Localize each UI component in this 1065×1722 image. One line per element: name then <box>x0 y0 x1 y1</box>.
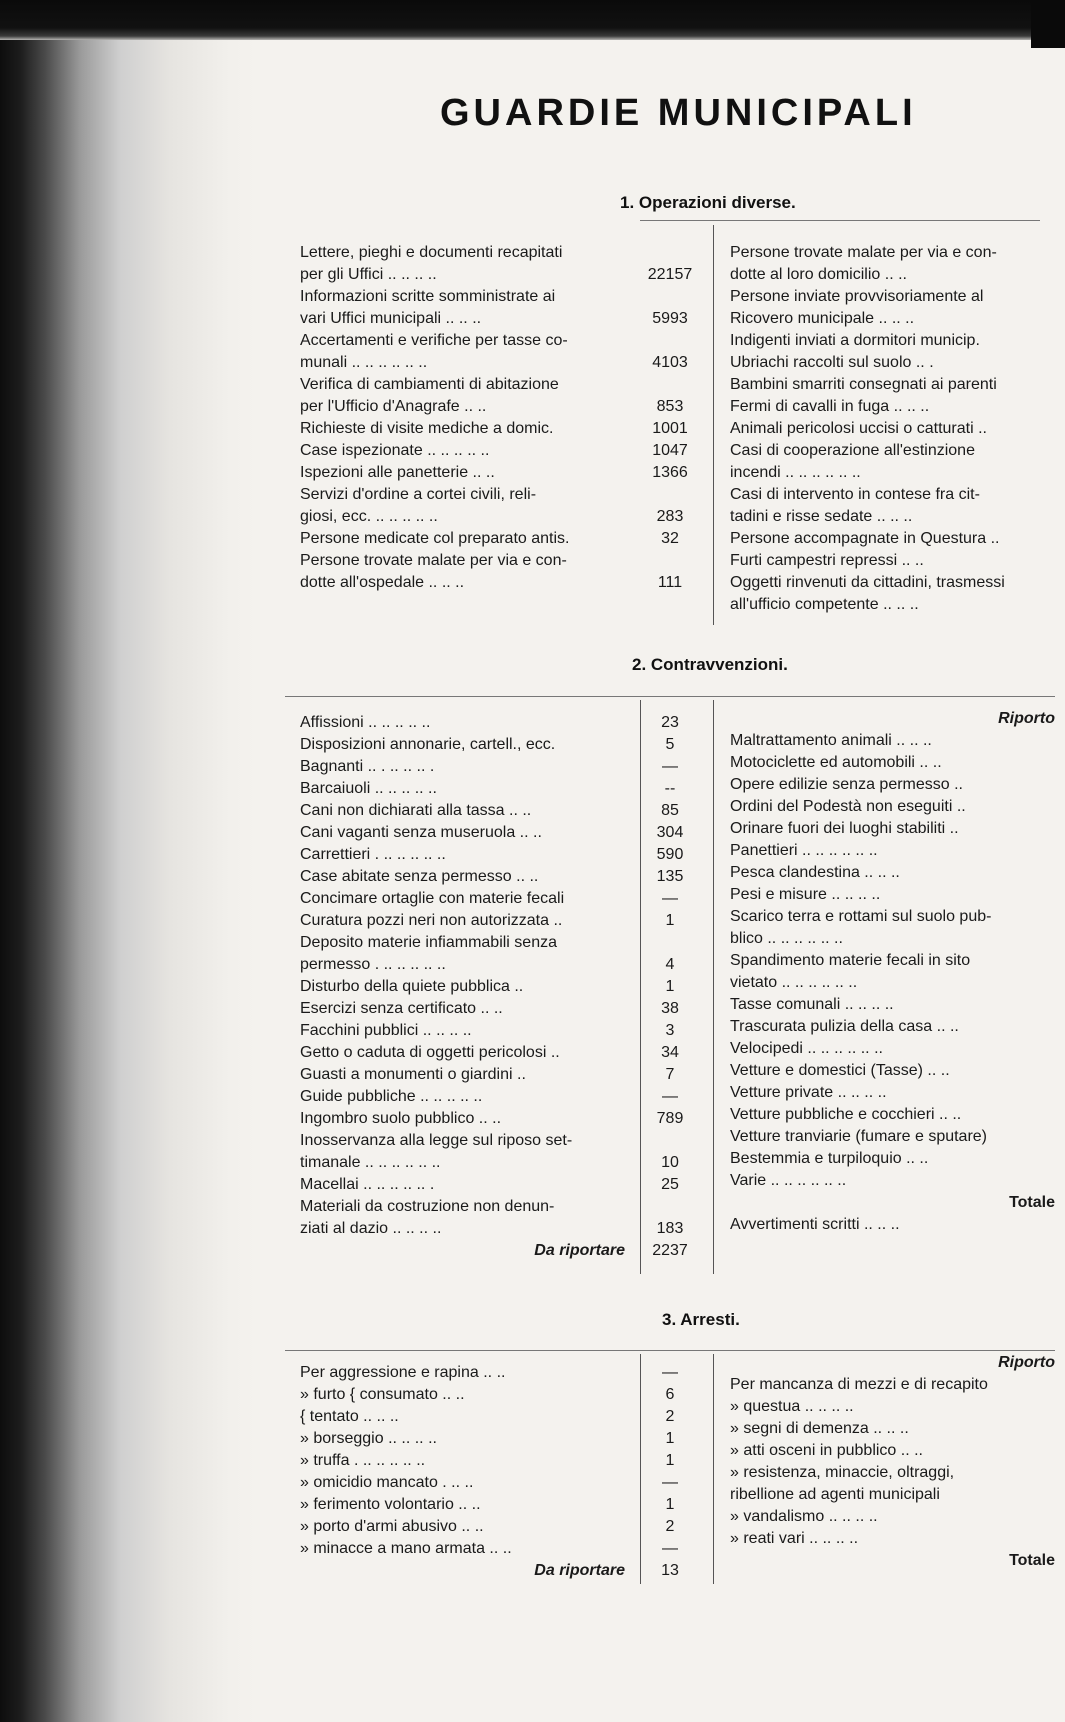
row-value: 789 <box>656 1110 684 1127</box>
section-2-right-column <box>730 708 1055 1236</box>
table-row <box>300 1174 710 1196</box>
item-label: Panettieri .. .. .. .. .. .. <box>730 842 878 859</box>
table-row <box>300 800 710 822</box>
row-label: { tentato .. .. .. <box>300 1408 399 1425</box>
list-item <box>730 506 1055 528</box>
table-row <box>300 1042 710 1064</box>
item-label: Avvertimenti scritti .. .. .. <box>730 1216 900 1233</box>
row-value: 1 <box>665 1452 675 1469</box>
row-label: Da riportare <box>534 1242 625 1259</box>
item-label: tadini e risse sedate .. .. .. <box>730 508 913 525</box>
table-row <box>300 572 710 594</box>
row-label: Affissioni .. .. .. .. .. <box>300 714 431 731</box>
table-row <box>300 1020 710 1042</box>
section-1-title: 1. Operazioni diverse. <box>620 193 796 212</box>
row-value: 1 <box>665 912 675 929</box>
page-title: GUARDIE MUNICIPALI <box>440 92 917 134</box>
item-label: » atti osceni in pubblico .. .. <box>730 1442 923 1459</box>
row-label: » furto { consumato .. .. <box>300 1386 465 1403</box>
row-value: — <box>662 890 678 907</box>
row-label: Case abitate senza permesso .. .. <box>300 868 539 885</box>
row-value: -- <box>664 780 676 797</box>
row-value: 2237 <box>652 1242 688 1259</box>
list-item <box>730 774 1055 796</box>
table-row <box>300 866 710 888</box>
row-value: 1001 <box>652 420 688 437</box>
list-item <box>730 396 1055 418</box>
item-label: dotte al loro domicilio .. .. <box>730 266 907 283</box>
table-row <box>300 1406 710 1428</box>
row-value: 2 <box>665 1518 675 1535</box>
list-item <box>730 594 1055 616</box>
row-label: Deposito materie infiammabili senza <box>300 934 557 951</box>
table-row <box>300 308 710 330</box>
item-label: Vetture private .. .. .. .. <box>730 1084 887 1101</box>
list-item <box>730 840 1055 862</box>
divider <box>713 1354 714 1584</box>
row-label: Concimare ortaglie con materie fecali <box>300 890 565 907</box>
list-item <box>730 1440 1055 1462</box>
row-value: 7 <box>665 1066 675 1083</box>
row-label: » borseggio .. .. .. .. <box>300 1430 437 1447</box>
list-item <box>730 1484 1055 1506</box>
row-label: Macellai .. .. .. .. .. . <box>300 1176 435 1193</box>
table-row <box>300 1384 710 1406</box>
item-label: Vetture e domestici (Tasse) .. .. <box>730 1062 950 1079</box>
list-item <box>730 994 1055 1016</box>
row-value: 853 <box>656 398 684 415</box>
item-label: Trascurata pulizia della casa .. .. <box>730 1018 959 1035</box>
item-label: Casi di cooperazione all'estinzione <box>730 442 975 459</box>
list-item <box>730 1462 1055 1484</box>
item-label: Vetture pubbliche e cocchieri .. .. <box>730 1106 962 1123</box>
row-value: 304 <box>656 824 684 841</box>
row-value: 4103 <box>652 354 688 371</box>
list-item <box>730 440 1055 462</box>
item-label: Opere edilizie senza permesso .. <box>730 776 963 793</box>
row-label: Ingombro suolo pubblico .. .. <box>300 1110 502 1127</box>
item-label: Per mancanza di mezzi e di recapito <box>730 1376 988 1393</box>
item-label: Oggetti rinvenuti da cittadini, trasmessi <box>730 574 1005 591</box>
table-row <box>300 242 710 264</box>
list-item <box>730 286 1055 308</box>
row-value: — <box>662 1540 678 1557</box>
item-label: Varie .. .. .. .. .. .. <box>730 1172 847 1189</box>
row-label: Cani non dichiarati alla tassa .. .. <box>300 802 532 819</box>
list-item <box>730 550 1055 572</box>
list-item <box>730 1192 1055 1214</box>
row-label: munali .. .. .. .. .. .. <box>300 354 428 371</box>
row-label: Accertamenti e verifiche per tasse co- <box>300 332 568 349</box>
table-row <box>300 1516 710 1538</box>
row-label: Informazioni scritte somministrate ai <box>300 288 556 305</box>
list-item <box>730 950 1055 972</box>
item-label: Animali pericolosi uccisi o catturati .. <box>730 420 987 437</box>
section-1-left-column <box>300 242 710 594</box>
riporto-label: Riporto <box>998 710 1055 727</box>
riporto-header <box>730 708 1055 730</box>
list-item <box>730 1060 1055 1082</box>
item-label: Tasse comunali .. .. .. .. <box>730 996 894 1013</box>
item-label: incendi .. .. .. .. .. .. <box>730 464 861 481</box>
list-item <box>730 730 1055 752</box>
list-item <box>730 1082 1055 1104</box>
row-value: 1366 <box>652 464 688 481</box>
list-item <box>730 1126 1055 1148</box>
table-row <box>300 976 710 998</box>
row-label: per gli Uffici .. .. .. .. <box>300 266 437 283</box>
row-value: 111 <box>657 574 683 591</box>
table-row <box>300 264 710 286</box>
list-item <box>730 752 1055 774</box>
list-item <box>730 906 1055 928</box>
item-label: Orinare fuori dei luoghi stabiliti .. <box>730 820 959 837</box>
item-label: Bambini smarriti consegnati ai parenti <box>730 376 997 393</box>
item-label: Fermi di cavalli in fuga .. .. .. <box>730 398 930 415</box>
row-value: 283 <box>656 508 684 525</box>
row-label: Disturbo della quiete pubblica .. <box>300 978 524 995</box>
table-row <box>300 734 710 756</box>
row-value: 1047 <box>652 442 688 459</box>
list-item <box>730 374 1055 396</box>
item-label: » reati vari .. .. .. .. <box>730 1530 859 1547</box>
item-label: Casi di intervento in contese fra cit- <box>730 486 980 503</box>
item-label: Persone trovate malate per via e con- <box>730 244 997 261</box>
riporto-header <box>730 1352 1055 1374</box>
item-label: Persone accompagnate in Questura .. <box>730 530 1000 547</box>
row-value: 5 <box>665 736 675 753</box>
row-value: 13 <box>661 1562 679 1579</box>
list-item <box>730 1528 1055 1550</box>
list-item <box>730 1148 1055 1170</box>
row-label: ziati al dazio .. .. .. .. <box>300 1220 442 1237</box>
row-value: 38 <box>661 1000 679 1017</box>
table-row <box>300 1450 710 1472</box>
row-label: Curatura pozzi neri non autorizzata .. <box>300 912 563 929</box>
list-item <box>730 264 1055 286</box>
list-item <box>730 972 1055 994</box>
table-row <box>300 418 710 440</box>
table-row <box>300 998 710 1020</box>
item-label: » vandalismo .. .. .. .. <box>730 1508 878 1525</box>
row-label: Materiali da costruzione non denun- <box>300 1198 555 1215</box>
table-row <box>300 374 710 396</box>
list-item <box>730 462 1055 484</box>
list-item <box>730 1170 1055 1192</box>
row-label: » minacce a mano armata .. .. <box>300 1540 512 1557</box>
item-label: Pesca clandestina .. .. .. <box>730 864 900 881</box>
item-label: Furti campestri repressi .. .. <box>730 552 924 569</box>
row-label: » truffa . .. .. .. .. .. <box>300 1452 426 1469</box>
row-label: Disposizioni annonarie, cartell., ecc. <box>300 736 556 753</box>
row-label: timanale .. .. .. .. .. .. <box>300 1154 441 1171</box>
list-item <box>730 1214 1055 1236</box>
item-label: Maltrattamento animali .. .. .. <box>730 732 932 749</box>
list-item <box>730 418 1055 440</box>
table-row <box>300 910 710 932</box>
table-row <box>300 1428 710 1450</box>
table-row <box>300 286 710 308</box>
row-label: Carrettieri . .. .. .. .. .. <box>300 846 446 863</box>
row-label: Guide pubbliche .. .. .. .. .. <box>300 1088 483 1105</box>
list-item <box>730 818 1055 840</box>
row-label: » omicidio mancato . .. .. <box>300 1474 474 1491</box>
item-label: Bestemmia e turpiloquio .. .. <box>730 1150 929 1167</box>
row-label: Richieste di visite mediche a domic. <box>300 420 554 437</box>
divider <box>713 225 714 625</box>
table-row <box>300 1196 710 1218</box>
corner-shadow <box>1031 0 1065 48</box>
table-row <box>300 352 710 374</box>
list-item <box>730 572 1055 594</box>
divider <box>285 1350 1055 1351</box>
row-value: 1 <box>665 978 675 995</box>
table-row <box>300 440 710 462</box>
row-value: 22157 <box>647 266 693 283</box>
row-label: vari Uffici municipali .. .. .. <box>300 310 482 327</box>
top-edge-shadow <box>0 0 1065 40</box>
row-label: dotte all'ospedale .. .. .. <box>300 574 465 591</box>
row-label: permesso . .. .. .. .. .. <box>300 956 446 973</box>
row-label: » ferimento volontario .. .. <box>300 1496 481 1513</box>
list-item <box>730 1104 1055 1126</box>
row-value: 85 <box>661 802 679 819</box>
table-row <box>300 1560 710 1582</box>
table-row <box>300 506 710 528</box>
item-label: Totale <box>1009 1194 1055 1211</box>
row-value: 4 <box>665 956 675 973</box>
item-label: Persone inviate provvisoriamente al <box>730 288 984 305</box>
item-label: vietato .. .. .. .. .. .. <box>730 974 858 991</box>
table-row <box>300 484 710 506</box>
list-item <box>730 242 1055 264</box>
row-label: Cani vaganti senza museruola .. .. <box>300 824 542 841</box>
row-value: — <box>662 1474 678 1491</box>
item-label: Spandimento materie fecali in sito <box>730 952 971 969</box>
section-1-right-column <box>730 242 1055 616</box>
item-label: Ubriachi raccolti sul suolo .. . <box>730 354 934 371</box>
item-label: Totale <box>1009 1552 1055 1569</box>
section-3-right-column <box>730 1352 1055 1572</box>
list-item <box>730 330 1055 352</box>
list-item <box>730 308 1055 330</box>
item-label: » questua .. .. .. .. <box>730 1398 854 1415</box>
row-value: — <box>662 758 678 775</box>
table-row <box>300 1362 710 1384</box>
table-row <box>300 778 710 800</box>
list-item <box>730 1038 1055 1060</box>
item-label: blico .. .. .. .. .. .. <box>730 930 843 947</box>
row-value: 32 <box>661 530 679 547</box>
table-row <box>300 396 710 418</box>
list-item <box>730 1506 1055 1528</box>
row-value: 135 <box>656 868 684 885</box>
table-row <box>300 1086 710 1108</box>
item-label: » segni di demenza .. .. .. <box>730 1420 909 1437</box>
row-value: — <box>662 1364 678 1381</box>
list-item <box>730 352 1055 374</box>
list-item <box>730 884 1055 906</box>
row-label: Case ispezionate .. .. .. .. .. <box>300 442 490 459</box>
book-spine-shadow <box>0 0 260 1722</box>
divider <box>713 700 714 1274</box>
row-label: giosi, ecc. .. .. .. .. .. <box>300 508 438 525</box>
item-label: Velocipedi .. .. .. .. .. .. <box>730 1040 883 1057</box>
list-item <box>730 1550 1055 1572</box>
row-value: 1 <box>665 1496 675 1513</box>
row-label: Lettere, pieghi e documenti recapitati <box>300 244 563 261</box>
row-label: Verifica di cambiamenti di abitazione <box>300 376 559 393</box>
table-row <box>300 1108 710 1130</box>
item-label: Ricovero municipale .. .. .. <box>730 310 915 327</box>
row-value: 34 <box>661 1044 679 1061</box>
row-label: Guasti a monumenti o giardini .. <box>300 1066 526 1083</box>
list-item <box>730 928 1055 950</box>
row-label: Ispezioni alle panetterie .. .. <box>300 464 495 481</box>
list-item <box>730 1374 1055 1396</box>
table-row <box>300 844 710 866</box>
riporto-label: Riporto <box>998 1354 1055 1371</box>
table-row <box>300 550 710 572</box>
item-label: Vetture tranviarie (fumare e sputare) <box>730 1128 988 1145</box>
list-item <box>730 1016 1055 1038</box>
item-label: » resistenza, minaccie, oltraggi, <box>730 1464 955 1481</box>
row-label: Servizi d'ordine a cortei civili, reli- <box>300 486 537 503</box>
table-row <box>300 462 710 484</box>
row-label: Esercizi senza certificato .. .. <box>300 1000 503 1017</box>
divider <box>640 220 1040 221</box>
row-value: 25 <box>661 1176 679 1193</box>
item-label: Ordini del Podestà non eseguiti .. <box>730 798 966 815</box>
row-value: 6 <box>665 1386 675 1403</box>
row-label: Per aggressione e rapina .. .. <box>300 1364 506 1381</box>
table-row <box>300 528 710 550</box>
item-label: Scarico terra e rottami sul suolo pub- <box>730 908 992 925</box>
item-label: Indigenti inviati a dormitori municip. <box>730 332 980 349</box>
section-3-left-column <box>300 1362 710 1582</box>
list-item <box>730 796 1055 818</box>
table-row <box>300 1240 710 1262</box>
list-item <box>730 1418 1055 1440</box>
section-3-title: 3. Arresti. <box>662 1310 740 1329</box>
section-2-left-column <box>300 712 710 1262</box>
row-label: Inosservanza alla legge sul riposo set- <box>300 1132 573 1149</box>
item-label: ribellione ad agenti municipali <box>730 1486 940 1503</box>
table-row <box>300 1472 710 1494</box>
table-row <box>300 712 710 734</box>
table-row <box>300 1538 710 1560</box>
row-value: 2 <box>665 1408 675 1425</box>
row-label: Facchini pubblici .. .. .. .. <box>300 1022 472 1039</box>
list-item <box>730 484 1055 506</box>
table-row <box>300 1152 710 1174</box>
table-row <box>300 330 710 352</box>
table-row <box>300 1130 710 1152</box>
table-row <box>300 1494 710 1516</box>
divider <box>285 696 1055 697</box>
row-value: 1 <box>665 1430 675 1447</box>
list-item <box>730 528 1055 550</box>
table-row <box>300 932 710 954</box>
table-row <box>300 756 710 778</box>
row-value: 10 <box>661 1154 679 1171</box>
row-label: Getto o caduta di oggetti pericolosi .. <box>300 1044 560 1061</box>
item-label: all'ufficio competente .. .. .. <box>730 596 919 613</box>
row-label: Bagnanti .. . .. .. .. . <box>300 758 435 775</box>
row-value: 590 <box>656 846 684 863</box>
table-row <box>300 1218 710 1240</box>
row-label: Persone medicate col preparato antis. <box>300 530 570 547</box>
section-2-title: 2. Contravvenzioni. <box>632 655 788 674</box>
item-label: Motociclette ed automobili .. .. <box>730 754 942 771</box>
row-label: » porto d'armi abusivo .. .. <box>300 1518 484 1535</box>
row-label: Da riportare <box>534 1562 625 1579</box>
row-label: Barcaiuoli .. .. .. .. .. <box>300 780 437 797</box>
table-row <box>300 1064 710 1086</box>
row-value: 183 <box>656 1220 684 1237</box>
row-value: 3 <box>665 1022 675 1039</box>
table-row <box>300 954 710 976</box>
row-value: 23 <box>661 714 679 731</box>
row-label: per l'Ufficio d'Anagrafe .. .. <box>300 398 487 415</box>
row-label: Persone trovate malate per via e con- <box>300 552 567 569</box>
table-row <box>300 888 710 910</box>
table-row <box>300 822 710 844</box>
list-item <box>730 862 1055 884</box>
row-value: — <box>662 1088 678 1105</box>
list-item <box>730 1396 1055 1418</box>
item-label: Pesi e misure .. .. .. .. <box>730 886 881 903</box>
row-value: 5993 <box>652 310 688 327</box>
